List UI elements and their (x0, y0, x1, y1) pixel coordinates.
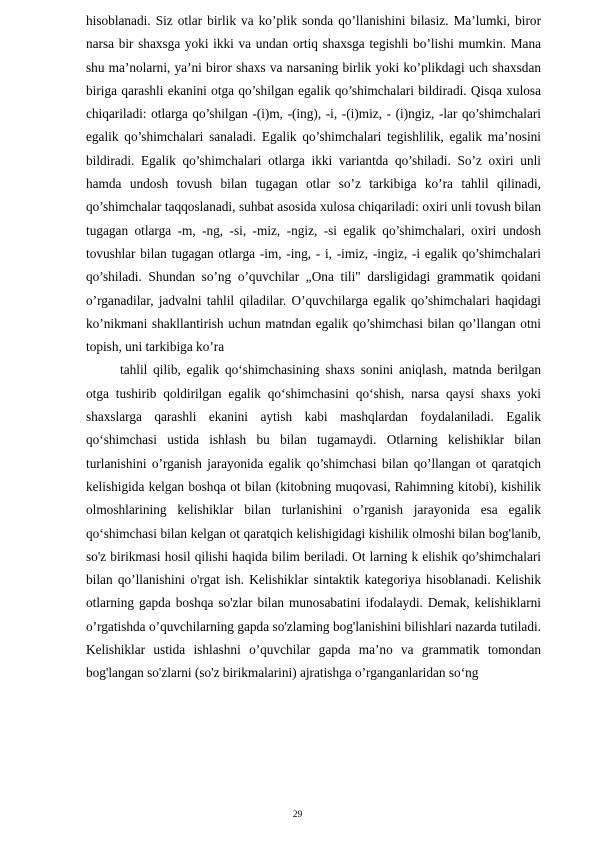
page-number: 29 (292, 810, 303, 820)
paragraph-2: tahlil qilib, egalik qo‘shimchasining shaxs sonini aniqlash, matnda berilgan otga tushirib qoldirilgan egalik qo‘shimchasini qo‘shish, narsa qaysi shaxs yoki shaxslarga qarashli ekanini aytish kabi mashqlardan foydalaniladi. Egalik qo‘shimchasi ustida ishlash bu bilan tugamaydi. Otlarning kelishiklar bilan turlanishini o’rganish jarayonida egalik qo’shimchasi bilan qo’llangan ot qaratqich kelishigida kelgan boshqa ot bilan (kitobning muqovasi, Rahimning kitobi), kishilik olmoshlarining kelishiklar bilan turlanishini o’rganish jarayonida esa egalik qo‘shimchasi bilan kelgan ot qaratqich kelishigidagi kishilik olmoshi bilan bog'lanib, so'z birikmasi hosil qilishi haqida bilim beriladi. Ot larning k elishik qo’shimchalari bilan qo’llanishini o'rgat ish. Kelishiklar sintaktik kategoriya hisoblanadi. Kelishik otlarning gapda boshqa so'zlar bilan munosabatini ifodalaydi. Demak, kelishiklarni o’rgatishda o’quvchilarning gapda so'zlaming bog'lanishini bilishlari nazarda tutiladi. Kelishiklar ustida ishlashni o’quvchilar gapda ma’no va grammatik tomondan bog'langan so'zlarni (so'z birikmalarini) ajratishga o’rganganlaridan so‘ng (86, 362, 541, 681)
body-text (86, 9, 541, 685)
paragraph-1: hisoblanadi. Siz otlar birlik va ko’plik sonda qo’llanishini bilasiz. Ma’lumki, biror narsa bir shaxsga yoki ikki va undan ortiq shaxsga tegishli bo’lishi mumkin. Mana shu ma’nolarni, ya’ni biror shaxs va narsaning birlik yoki ko’plikdagi uch shaxsdan biriga qarashli ekanini otga qo’shilgan egalik qo’shimchalari bildiradi. Qisqa xulosa chiqariladi: otlarga qo’shilgan -(i)m, -(ing), -i, -(i)miz, - (i)ngiz, -lar qo’shimchalari egalik qo’shimchalari sanaladi. Egalik qo’shimchalari tegishlilik, egalik ma’nosini bildiradi. Egalik qo’shimchalari otlarga ikki variantda qo’shiladi. So’z oxiri unli hamda undosh tovush bilan tugagan otlar so’z tarkibiga ko’ra tahlil qilinadi, qo’shimchalar taqqoslanadi, suhbat asosida xulosa chiqariladi: oxiri unli tovush bilan tugagan otlarga -m, -ng, -si, -miz, -ngiz, -si egalik qo’shimchalari, oxiri undosh tovushlar bilan tugagan otlarga -im, -ing, - i, -imiz, -ingiz, -i egalik qo’shimchalari qo’shiladi. Shundan so’ng o’quvchilar „Ona tili" darsligidagi grammatik qoidani o’rganadilar, jadvalni tahlil qiladilar. O’quvchilarga egalik qo’shimchalari haqidagi ko’nikmani shakllantirish uchun matndan egalik qo’shimchasi bilan qo’llangan otni topish, uni tarkibiga ko’ra (86, 13, 541, 355)
